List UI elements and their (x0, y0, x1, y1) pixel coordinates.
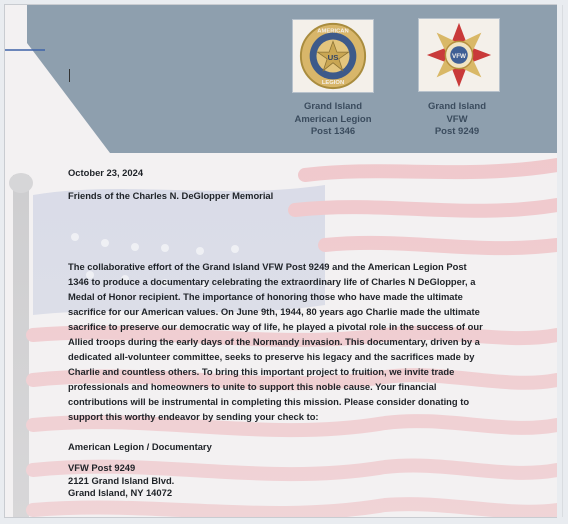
american-legion-emblem (292, 19, 374, 93)
legion-center-text: US (327, 52, 339, 62)
vfw-caption-line: Grand Island (427, 101, 487, 112)
address-line: VFW Post 9249 (68, 462, 136, 473)
legion-bottom-text: LEGION (321, 80, 345, 87)
vfw-caption-line: Post 9249 (434, 126, 480, 137)
vfw-post-caption (402, 101, 512, 139)
legion-post-caption (278, 101, 388, 139)
body-line: Allied troops during the early days of the Normandy invasion. This documentary, driven by a (68, 336, 480, 348)
document-page (5, 5, 557, 517)
body-line: 1346 to produce a documentary celebrating the extraordinary life of Charles N DeGlopper, a (68, 276, 476, 288)
vfw-center-text: VFW (451, 52, 467, 60)
legion-caption-line: Post 1346 (310, 126, 356, 137)
address-line: Grand Island, NY 14072 (68, 487, 173, 498)
body-line: professionals and homeowners to unite to support this noble cause. Your financial (68, 381, 437, 393)
body-line: support this worthy endeavor by sending your check to: (68, 411, 319, 423)
legion-top-text: AMERICAN (317, 28, 349, 35)
legion-caption-line: American Legion (294, 113, 372, 125)
body-line: contributions will be instrumental in completing this mission. Please consider donating to (68, 396, 470, 408)
body-line: Charlie and countless others. To bring this important project to fruition, we invite trade (68, 366, 455, 378)
mailing-address[interactable] (68, 462, 174, 500)
letter-body[interactable] (68, 259, 526, 425)
body-line: dedicated all-volunteer committee, seeks to preserve his legacy and the sacrifices made by (68, 351, 475, 363)
text-cursor (69, 69, 70, 82)
body-line: Medal of Honor recipient. The importance of honoring those who have made the ultimate (68, 291, 463, 303)
vfw-emblem (418, 18, 500, 92)
vfw-caption-line: VFW (446, 113, 468, 125)
letter-date[interactable]: October 23, 2024 (68, 167, 144, 178)
body-line: sacrifice to preserve our democratic way of life, he played a pivotal role in the success of our (68, 321, 483, 333)
scrollbar-track[interactable] (562, 5, 563, 517)
memo-line[interactable]: American Legion / Documentary (68, 441, 212, 452)
legion-caption-line: Grand Island (303, 101, 363, 112)
body-line: The collaborative effort of the Grand Island VFW Post 9249 and the American Legion Post (68, 261, 467, 272)
letter-recipient[interactable]: Friends of the Charles N. DeGlopper Memorial (68, 190, 274, 201)
address-line: 2121 Grand Island Blvd. (68, 474, 175, 486)
body-line: sacrifice for our American values. On June 9th, 1944, 80 years ago Charlie made the ultimate (68, 306, 480, 318)
